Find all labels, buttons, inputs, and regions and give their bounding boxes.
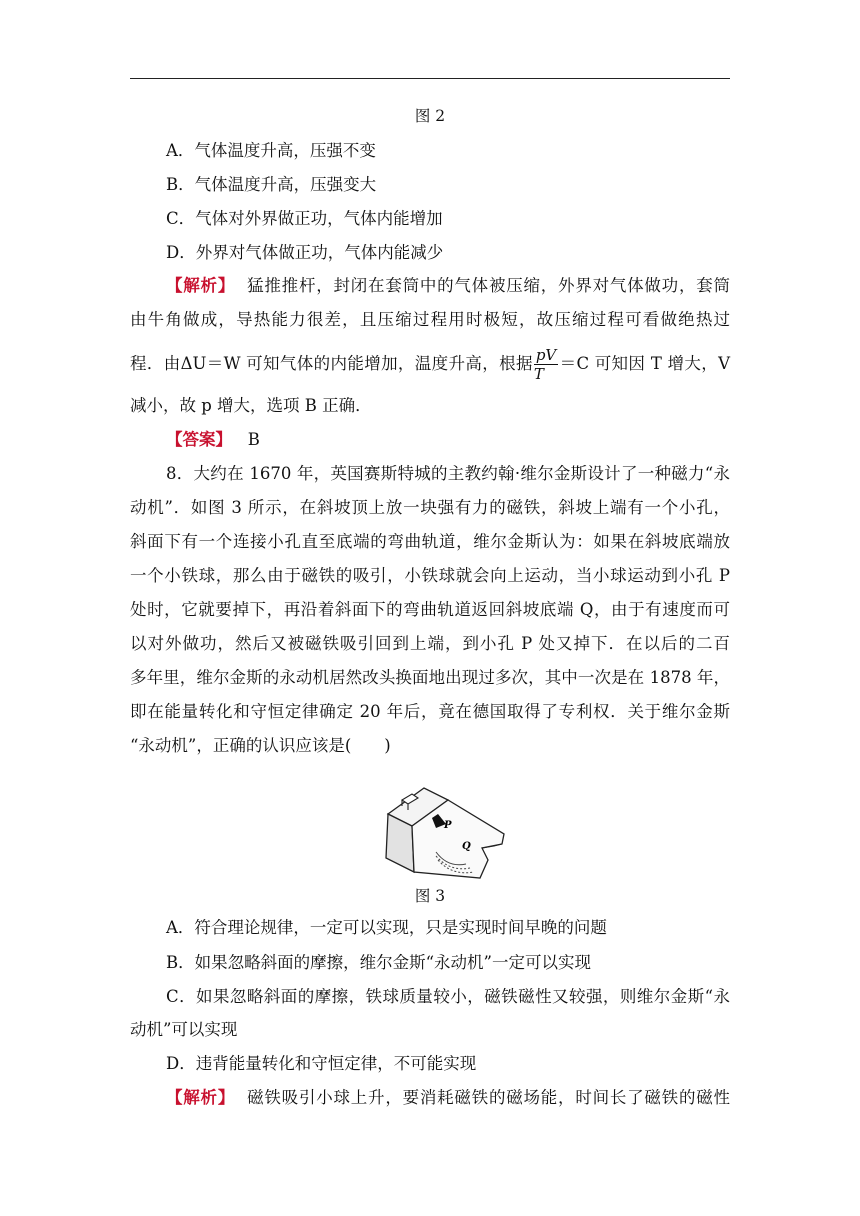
q8-line-3: 斜面下有一个连接小孔直至底端的弯曲轨道，维尔金斯认为：如果在斜坡底端放 (130, 532, 730, 551)
q8-line-2: 动机”．如图 3 所示，在斜坡顶上放一块强有力的磁铁，斜坡上端有一个小孔， (130, 498, 730, 517)
q8-line-6: 以对外做功，然后又被磁铁吸引回到上端，到小孔 P 处又掉下．在以后的二百 (130, 634, 730, 653)
q7-analysis-line-2: 由牛角做成，导热能力很差，且压缩过程用时极短，故压缩过程可看做绝热过 (130, 310, 730, 329)
fig3-caption: 图 3 (414, 887, 446, 905)
q7-option-c: C．气体对外界做正功，气体内能增加 (166, 209, 443, 228)
analysis-tag: 【解析】 (166, 276, 236, 295)
header-rule (130, 78, 730, 79)
q7-option-b: B．气体温度升高，压强变大 (166, 175, 377, 194)
q8-option-d: D．违背能量转化和守恒定律，不可能实现 (166, 1054, 477, 1073)
q7-analysis-line-3: 程．由ΔU＝W 可知气体的内能增加，温度升高，根据 $\frac{pV}{T}$ ＝C 可知因 T 增大，V (130, 346, 730, 383)
q8-line-5: 处时，它就要掉下，再沿着斜面下的弯曲轨道返回斜坡底端 Q，由于有速度而可 (130, 600, 730, 619)
answer-value: B (247, 430, 260, 449)
q8-line-9: “永动机”，正确的认识应该是( ) (130, 736, 391, 755)
pv-over-t-fraction: $\frac{pV}{T}$ (533, 346, 557, 383)
q8-analysis-line-1: 【解析】 磁铁吸引小球上升，要消耗磁铁的磁场能，时间长了磁铁的磁性 (166, 1088, 731, 1107)
q8-option-c-line-2: 动机”可以实现 (130, 1020, 238, 1039)
fig2-caption: 图 2 (414, 107, 446, 125)
q7-analysis-line-4: 减小，故 p 增大，选项 B 正确． (130, 396, 372, 415)
q8-option-c-line-1: C．如果忽略斜面的摩擦，铁球质量较小，磁铁磁性又较强，则维尔金斯“永 (166, 987, 730, 1006)
q7-analysis-line-1: 【解析】 猛推推杆，封闭在套筒中的气体被压缩，外界对气体做功，套筒 (166, 276, 731, 295)
analysis-tag: 【解析】 (166, 1088, 236, 1107)
q8-line-7: 多年里，维尔金斯的永动机居然改头换面地出现过多次，其中一次是在 1878 年， (130, 668, 730, 687)
q7-option-a: A．气体温度升高，压强不变 (166, 141, 376, 160)
q8-option-b: B．如果忽略斜面的摩擦，维尔金斯“永动机”一定可以实现 (166, 953, 591, 972)
fig3-label-p: P (444, 820, 452, 831)
q8-line-8: 即在能量转化和守恒定律确定 20 年后，竟在德国取得了专利权．关于维尔金斯 (130, 702, 730, 721)
q8-option-a: A．符合理论规律，一定可以实现，只是实现时间早晚的问题 (166, 918, 607, 937)
q8-line-4: 一个小铁球，那么由于磁铁的吸引，小铁球就会向上运动，当小球运动到小孔 P (130, 566, 730, 585)
q7-option-d: D．外界对气体做正功，气体内能减少 (166, 243, 444, 262)
q8-line-1: 8．大约在 1670 年，英国赛斯特城的主教约翰·维尔金斯设计了一种磁力“永 (166, 464, 730, 483)
q7-answer (166, 428, 260, 452)
perpetual-motion-machine-figure (378, 786, 514, 882)
answer-tag: 【答案】 (166, 430, 232, 449)
fig3-label-q: Q (462, 841, 471, 852)
